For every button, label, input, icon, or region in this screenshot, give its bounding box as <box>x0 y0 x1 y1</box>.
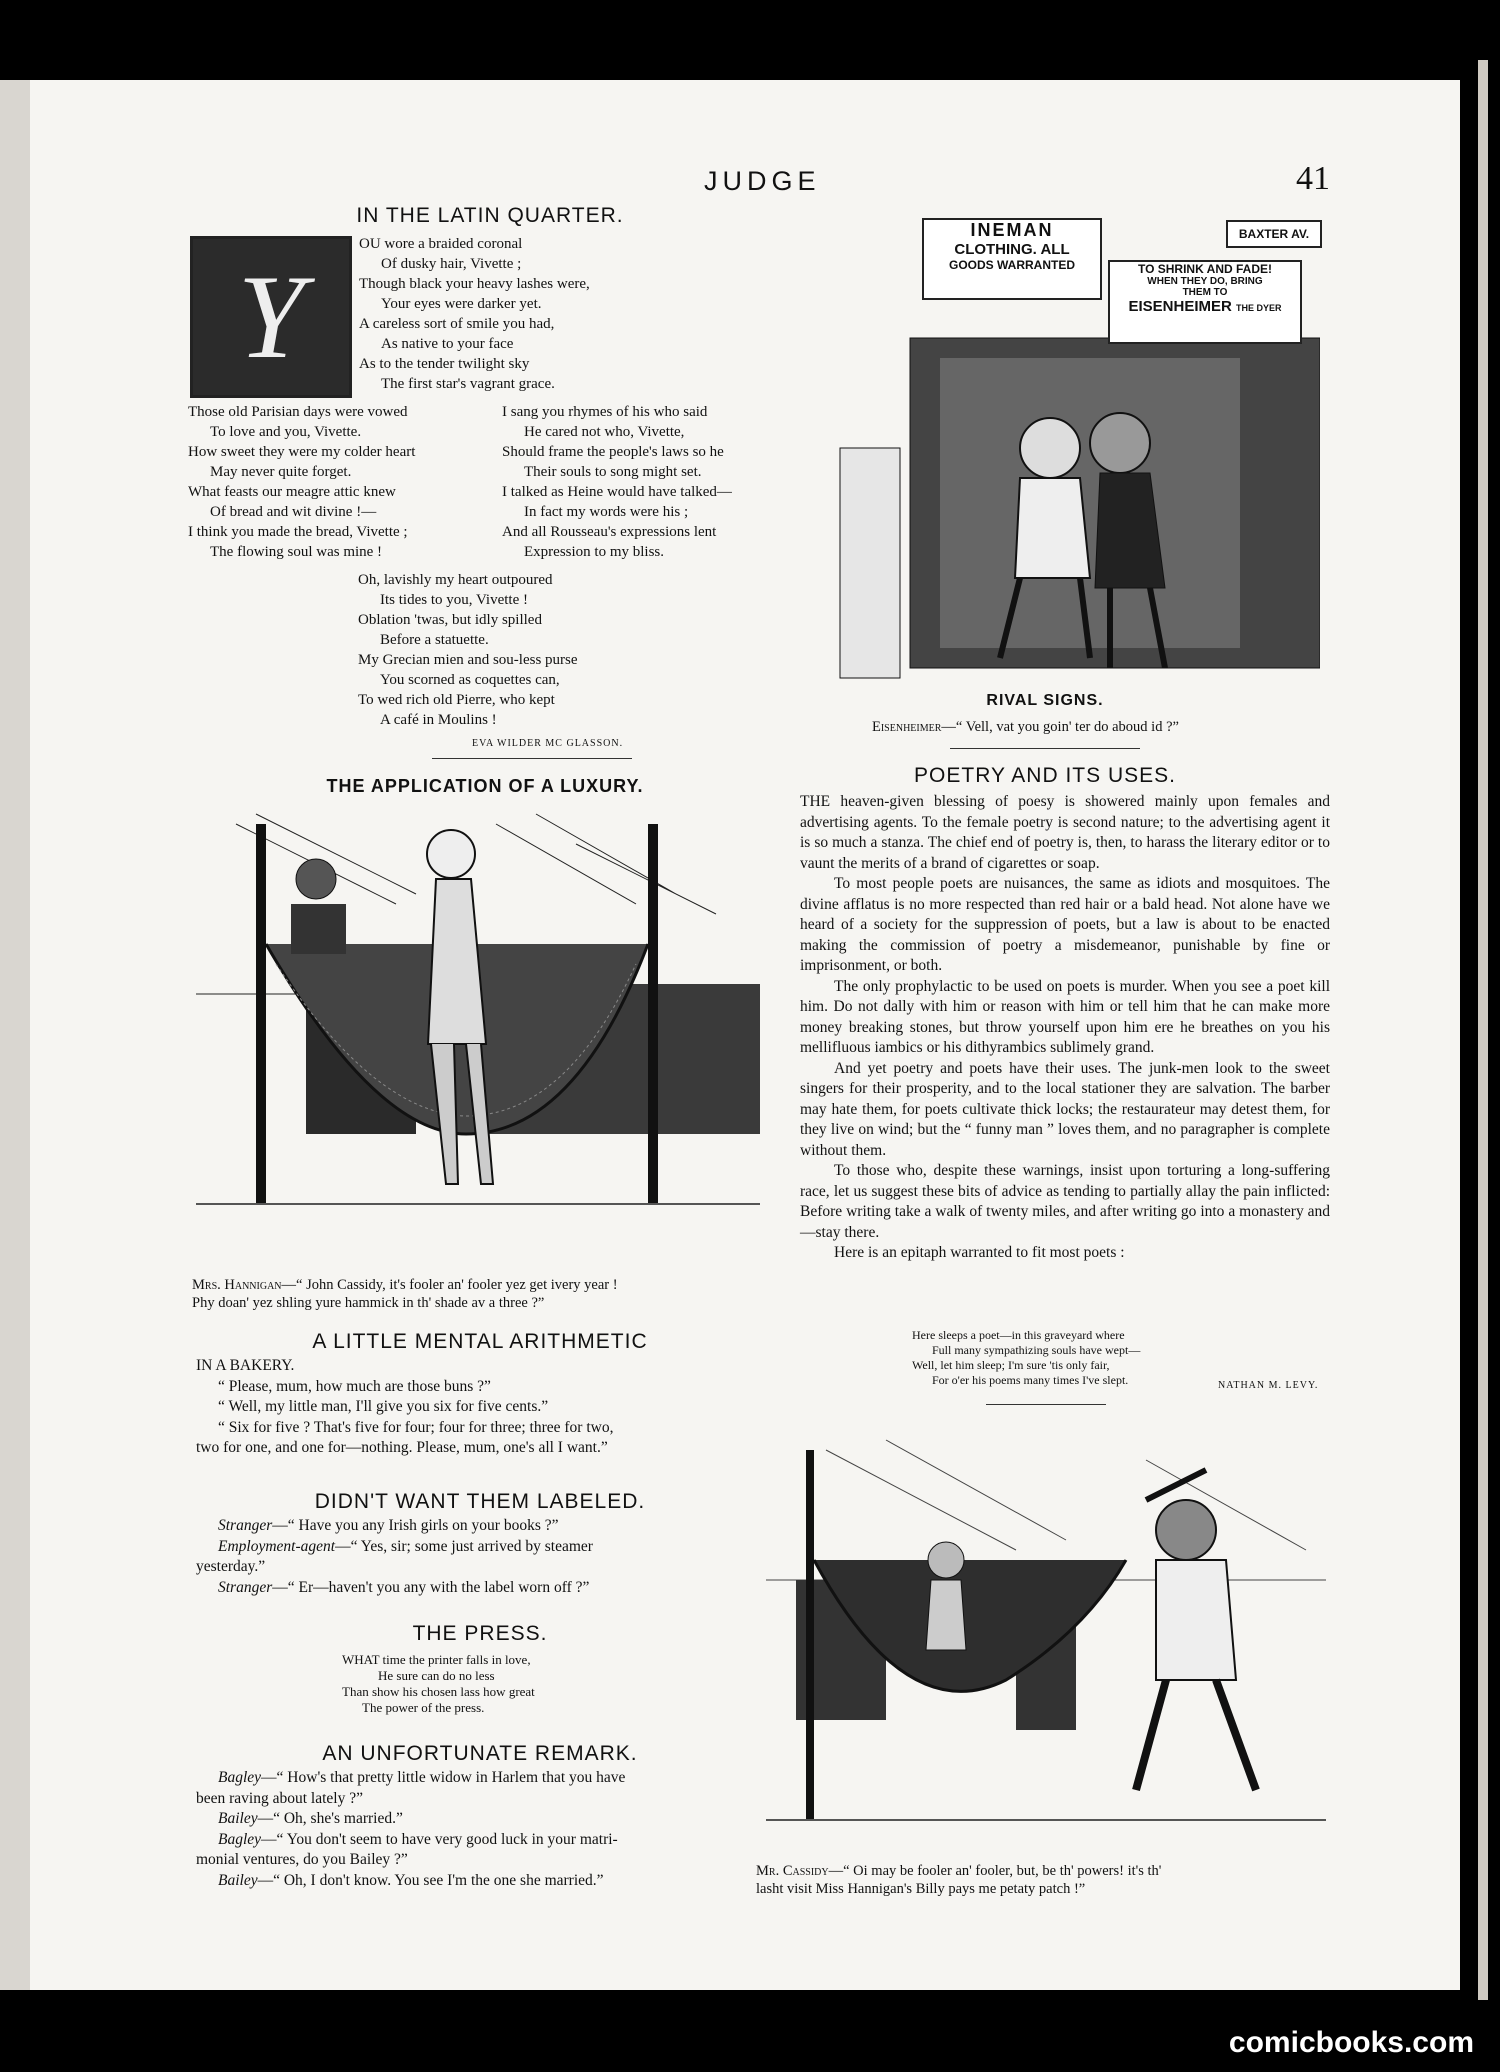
speaker: Employment-agent <box>218 1537 336 1555</box>
luxury-caption <box>192 1276 760 1312</box>
stanza-3 <box>502 402 732 562</box>
dialogue: —“ Yes, sir; some just arrived by steamer <box>335 1537 593 1555</box>
verse-line: Your eyes were darker yet. <box>381 296 542 312</box>
caption-speaker: Eisenheimer <box>872 719 942 735</box>
verse-line: In fact my words were his ; <box>524 504 689 520</box>
verse-line: The flowing soul was mine ! <box>210 544 383 560</box>
caption-text: —“ Oi may be fooler an' fooler, but, be th' powers! it's th' <box>828 1863 1162 1879</box>
dropcap-letter: Y <box>237 250 305 383</box>
verse-line: Its tides to you, Vivette ! <box>380 592 528 608</box>
dialogue: —“ Have you any Irish girls on your books ?” <box>272 1517 559 1534</box>
poetry-paragraph: THE heaven-given blessing of poesy is showered mainly upon females and advertising agents. To the female poetry is second nature; to the advertising agent it is so much a stanza. The chief end of poetry is, then, to harass the literary editor or to vaunt the merits of a brand of cigarettes or soap. <box>800 793 1330 872</box>
divider <box>986 1404 1106 1405</box>
poetry-author: NATHAN M. LEVY. <box>1218 1380 1319 1391</box>
dropcap-illustration <box>190 236 352 398</box>
baxter-sign: BAXTER AV. <box>1226 220 1322 248</box>
poetry-paragraph: To those who, despite these warnings, insist upon torturing a long-suffering race, let us suggest these bits of advice as tending to partially allay the pain inflicted: Before writing take a walk of twenty miles, and after writing go into a monastery and—stay there. <box>800 1162 1330 1241</box>
stanza-1 <box>359 234 590 394</box>
verse-line: How sweet they were my colder heart <box>188 444 416 460</box>
verse-line: Oh, lavishly my heart outpoured <box>358 572 553 588</box>
dialogue: —“ Oh, she's married.” <box>257 1810 403 1827</box>
verse-line: To wed rich old Pierre, who kept <box>358 692 555 708</box>
dialogue: yesterday.” <box>196 1558 266 1575</box>
latin-quarter-title: IN THE LATIN QUARTER. <box>356 204 624 227</box>
verse-line: What feasts our meagre attic knew <box>188 484 396 500</box>
poetry-paragraph: Here is an epitaph warranted to fit most poets : <box>834 1244 1125 1261</box>
verse-line: Before a statuette. <box>380 632 489 648</box>
verse-line: May never quite forget. <box>210 464 352 480</box>
caption-text: lasht visit Miss Hannigan's Billy pays me petaty patch !” <box>756 1881 1086 1897</box>
dialogue: monial ventures, do you Bailey ?” <box>196 1851 408 1868</box>
epitaph-verse <box>912 1328 1140 1388</box>
verse-line: Here sleeps a poet—in this graveyard where <box>912 1328 1125 1342</box>
dialogue: —“ Er—haven't you any with the label worn off ?” <box>272 1578 590 1596</box>
verse-line: Expression to my bliss. <box>524 544 665 560</box>
verse-line: OU wore a braided coronal <box>359 236 523 252</box>
dialogue: been raving about lately ?” <box>196 1789 363 1807</box>
caption-speaker: Mrs. Hannigan <box>192 1277 282 1293</box>
arithmetic-line: two for one, and one for—nothing. Please, mum, one's all I want.” <box>196 1439 608 1456</box>
verse-line: The power of the press. <box>362 1700 485 1715</box>
poetry-paragraph: And yet poetry and poets have their uses. The junk-men look to the sweet singers for their prosperity, and to the local stationer they are salvation. The barber may hate them, for poets cultivate thick locks; the restaurateur may detest them, for they live on wind; but the “ funny man ” loves them, and no paragrapher is complete without them. <box>800 1059 1330 1159</box>
labeled-title: DIDN'T WANT THEM LABELED. <box>314 1490 646 1513</box>
labeled-body <box>196 1516 744 1598</box>
caption-text: —“ Vell, vat you goin' ter do aboud id ?” <box>941 719 1179 735</box>
page-number: 41 <box>1296 160 1330 197</box>
poetry-body <box>800 792 1330 1264</box>
cassidy-caption <box>756 1862 1336 1898</box>
sign-text: CLOTHING. ALL <box>954 241 1070 258</box>
caption-text: Phy doan' yez shling yure hammick in th' shade av a three ?” <box>192 1295 545 1311</box>
remark-body <box>196 1768 744 1891</box>
rival-signs-caption <box>872 718 1292 736</box>
arithmetic-line: “ Well, my little man, I'll give you six for five cents.” <box>218 1398 549 1415</box>
verse-line: Should frame the people's laws so he <box>502 444 724 460</box>
dialogue: —“ Oh, I don't know. You see I'm the one she married.” <box>257 1871 604 1889</box>
arithmetic-line: “ Six for five ? That's five for four; four for three; three for two, <box>218 1418 614 1436</box>
luxury-title: THE APPLICATION OF A LUXURY. <box>326 776 644 796</box>
cassidy-illustration <box>766 1430 1326 1840</box>
verse-line: He cared not who, Vivette, <box>524 424 685 440</box>
dialogue: —“ How's that pretty little widow in Harlem that you have <box>261 1769 626 1786</box>
latin-quarter-author: EVA WILDER MC GLASSON. <box>472 738 624 749</box>
verse-line: And all Rousseau's expressions lent <box>502 524 717 540</box>
page-header-title: JUDGE <box>704 166 821 196</box>
verse-line: As native to your face <box>381 336 514 352</box>
verse-line: Well, let him sleep; I'm sure 'tis only fair, <box>912 1358 1110 1372</box>
verse-line: Of bread and wit divine !— <box>210 504 377 520</box>
divider <box>950 748 1140 749</box>
verse-line: For o'er his poems many times I've slept. <box>932 1373 1129 1387</box>
speaker: Bailey <box>218 1871 258 1889</box>
left-page-edge <box>0 80 30 1990</box>
verse-line: As to the tender twilight sky <box>359 356 530 372</box>
caption-speaker: Mr. Cassidy <box>756 1863 829 1879</box>
verse-line: Their souls to song might set. <box>524 464 702 480</box>
press-verse <box>342 1652 535 1716</box>
verse-line: I think you made the bread, Vivette ; <box>188 524 408 540</box>
stanza-2 <box>188 402 415 562</box>
rival-signs-title: RIVAL SIGNS. <box>986 692 1104 709</box>
verse-line: You scorned as coquettes can, <box>380 672 560 688</box>
verse-line: A café in Moulins ! <box>380 712 497 728</box>
sign-text: GOODS WARRANTED <box>949 258 1075 272</box>
verse-line: WHAT time the printer falls in love, <box>342 1652 531 1667</box>
sign-text: TO SHRINK AND FADE! <box>1137 262 1272 276</box>
site-watermark: comicbooks.com <box>1228 2026 1474 2059</box>
verse-line: Those old Parisian days were vowed <box>188 404 408 420</box>
caption-text: —“ John Cassidy, it's fooler an' fooler yez get ivery year ! <box>281 1277 618 1293</box>
press-title: THE PRESS. <box>412 1622 548 1645</box>
verse-line: I sang you rhymes of his who said <box>502 404 708 420</box>
speaker: Stranger <box>218 1578 273 1596</box>
right-page-edge <box>1478 60 1488 2000</box>
arithmetic-line: “ Please, mum, how much are those buns ?” <box>218 1377 491 1395</box>
verse-line: He sure can do no less <box>378 1668 495 1683</box>
verse-line: A careless sort of smile you had, <box>359 316 555 332</box>
speaker: Bailey <box>218 1810 258 1827</box>
sign-text: THE DYER <box>1236 303 1282 313</box>
dialogue: —“ You don't seem to have very good luck in your matri- <box>261 1830 618 1848</box>
remark-title: AN UNFORTUNATE REMARK. <box>322 1742 638 1765</box>
verse-line: My Grecian mien and sou-less purse <box>358 652 578 668</box>
ineman-sign <box>922 218 1102 300</box>
poetry-title: POETRY AND ITS USES. <box>914 764 1176 787</box>
poetry-paragraph: To most people poets are nuisances, the same as idiots and mosquitoes. The divine afflatus is no more respected than red hair or a bald head. Not alone have we heard of a society for the suppression of poets, but a law is about to be enacted making the commission of poetry a misdemeanor, punishable by fine or imprisonment, or both. <box>800 875 1330 974</box>
poetry-paragraph: The only prophylactic to be used on poets is murder. When you see a poet kill him. Do not dally with him or reason with him or tell him that he can make more money breaking stones, but throw yourself upon him ere he breathes on you his mellifluous iambics or his dithyrambics sublimely grand. <box>800 977 1330 1056</box>
verse-line: To love and you, Vivette. <box>210 424 362 440</box>
dyer-sign <box>1108 260 1302 344</box>
hammock-illustration <box>196 804 760 1224</box>
sign-text: WHEN THEY DO, BRING <box>1147 276 1263 287</box>
speaker: Bagley <box>218 1830 262 1848</box>
stanza-4 <box>358 570 578 730</box>
verse-line: The first star's vagrant grace. <box>381 376 555 392</box>
verse-line: Full many sympathizing souls have wept— <box>932 1343 1141 1357</box>
verse-line: Oblation 'twas, but idly spilled <box>358 612 542 628</box>
verse-line: Though black your heavy lashes were, <box>359 276 590 292</box>
sign-text: THEM TO <box>1182 287 1228 298</box>
verse-line: Than show his chosen lass how great <box>342 1684 535 1699</box>
arithmetic-line: IN A BAKERY. <box>196 1357 295 1374</box>
arithmetic-body <box>196 1356 744 1459</box>
sign-text: EISENHEIMER <box>1128 298 1232 315</box>
speaker: Stranger <box>218 1517 273 1534</box>
verse-line: Of dusky hair, Vivette ; <box>381 256 522 272</box>
divider <box>432 758 632 759</box>
verse-line: I talked as Heine would have talked— <box>502 484 732 500</box>
arithmetic-title: A LITTLE MENTAL ARITHMETIC <box>312 1330 648 1353</box>
sign-text: INEMAN <box>970 220 1054 240</box>
speaker: Bagley <box>218 1769 262 1786</box>
